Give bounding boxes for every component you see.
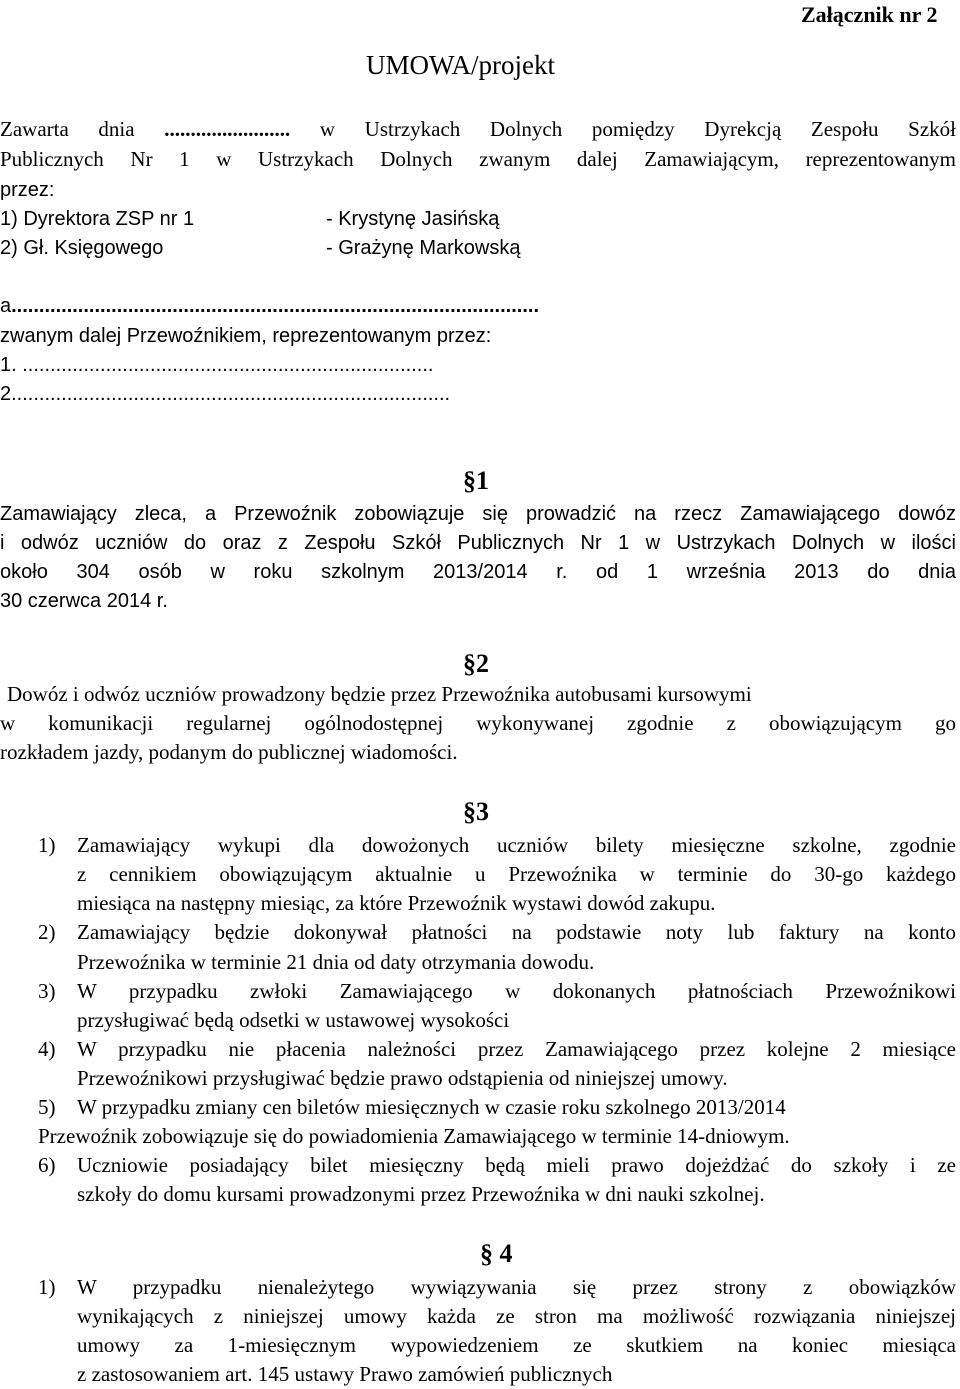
document-title: UMOWA/projekt [366, 50, 555, 80]
item-number: 6) [38, 1153, 56, 1177]
section-4-heading: § 4 [480, 1239, 513, 1268]
section-sign-icon: § [463, 466, 476, 495]
item-line: z cennikiem obowiązującym aktualnie u Przewoźnika w terminie do 30-go każdego [77, 862, 956, 886]
item-line: W przypadku zwłoki Zamawiającego w dokonanych płatnościach Przewoźnikowi [77, 979, 956, 1003]
item-line: przysługiwać będą odsetki w ustawowej wysokości [77, 1008, 510, 1032]
rep-2-role: 2) Gł. Księgowego [0, 237, 164, 259]
rep-1-name: - Krystynę Jasińską [326, 208, 500, 230]
carrier-rep-2: 2............................................................................... [0, 383, 451, 405]
item-line: szkoły do domu kursami prowadzonymi przez Przewoźnika w dni nauki szkolnej. [77, 1182, 765, 1206]
item-number: 1) [38, 1275, 56, 1299]
intro-line-3: przez: [0, 179, 55, 201]
item-line: miesiąca na następny miesiąc, za które Przewoźnik wystawi dowód zakupu. [77, 891, 716, 915]
item-line: Przewoźnika w terminie 21 dnia od daty otrzymania dowodu. [77, 950, 595, 974]
item-line: W przypadku nienależytego wywiązywania się przez strony z obowiązków [77, 1275, 956, 1299]
section-1-line-3: około 304 osób w roku szkolnym 2013/2014 r. od 1 września 2013 do dnia [0, 561, 956, 583]
carrier-a-blank: ............................................................................................... [11, 295, 540, 317]
carrier-line: zwanym dalej Przewoźnikiem, reprezentowanym przez: [0, 325, 492, 347]
section-1-line-2: i odwóz uczniów do oraz z Zespołu Szkół Publicznych Nr 1 w Ustrzykach Dolnych w ilości [0, 532, 956, 554]
item-line: z zastosowaniem art. 145 ustawy Prawo zamówień publicznych [77, 1362, 613, 1386]
section-sign-icon: § [480, 1239, 493, 1268]
rep-1-role: 1) Dyrektora ZSP nr 1 [0, 208, 195, 230]
section-3-heading: §3 [463, 797, 489, 826]
item-line: Uczniowie posiadający bilet miesięczny będą mieli prawo dojeżdżać do szkoły i ze [77, 1153, 956, 1177]
intro-prefix: Zawarta dnia [0, 117, 135, 141]
section-1-line-4: 30 czerwca 2014 r. [0, 590, 168, 612]
attachment-label: Załącznik nr 2 [801, 2, 938, 27]
item-line: umowy za 1-miesięcznym wypowiedzeniem ze skutkiem na koniec miesiąca [77, 1333, 956, 1357]
item-line: Przewoźnikowi przysługiwać będzie prawo odstąpienia od niniejszej umowy. [77, 1066, 728, 1090]
section-sign-icon: § [463, 797, 476, 826]
item-number: 3) [38, 979, 56, 1003]
section-2-line-1: Dowóz i odwóz uczniów prowadzony będzie przez Przewoźnika autobusami kursowymi [7, 682, 752, 706]
section-1-heading: §1 [463, 466, 489, 495]
section-2-line-2: w komunikacji regularnej ogólnodostępnej wykonywanej zgodnie z obowiązującym go [0, 711, 956, 735]
item-line: W przypadku zmiany cen biletów miesięcznych w czasie roku szkolnego 2013/2014 [77, 1095, 786, 1119]
item-line: wynikających z niniejszej umowy każda ze stron ma możliwość rozwiązania niniejszej [77, 1304, 956, 1328]
rep-2-name: - Grażynę Markowską [326, 237, 521, 259]
section-2-heading: §2 [463, 649, 489, 678]
intro-line-1 [0, 117, 956, 142]
item-line: Przewoźnik zobowiązuje się do powiadomienia Zamawiającego w terminie 14-dniowym. [38, 1124, 790, 1148]
carrier-a-label: a [0, 295, 12, 317]
intro-line-2: Publicznych Nr 1 w Ustrzykach Dolnych zwanym dalej Zamawiającym, reprezentowanym [0, 147, 956, 171]
item-number: 4) [38, 1037, 56, 1061]
section-sign-icon: § [463, 649, 476, 678]
date-blank: ........................ [164, 117, 291, 141]
item-number: 2) [38, 920, 56, 944]
item-number: 5) [38, 1095, 56, 1119]
intro-line-1-rest: w Ustrzykach Dolnych pomiędzy Dyrekcją Zespołu Szkół [319, 117, 957, 141]
item-line: Zamawiający będzie dokonywał płatności na podstawie noty lub faktury na konto [77, 920, 956, 944]
carrier-line-a [0, 295, 539, 318]
item-number: 1) [38, 833, 56, 857]
item-line: Zamawiający wykupi dla dowożonych uczniów bilety miesięczne szkolne, zgodnie [77, 833, 956, 857]
carrier-rep-1: 1. .......................................................................... [0, 354, 434, 376]
section-1-line-1: Zamawiający zleca, a Przewoźnik zobowiązuje się prowadzić na rzecz Zamawiającego dowóz [0, 503, 956, 525]
section-2-line-3: rozkładem jazdy, podanym do publicznej wiadomości. [0, 740, 458, 764]
item-line: W przypadku nie płacenia należności przez Zamawiającego przez kolejne 2 miesiące [77, 1037, 956, 1061]
